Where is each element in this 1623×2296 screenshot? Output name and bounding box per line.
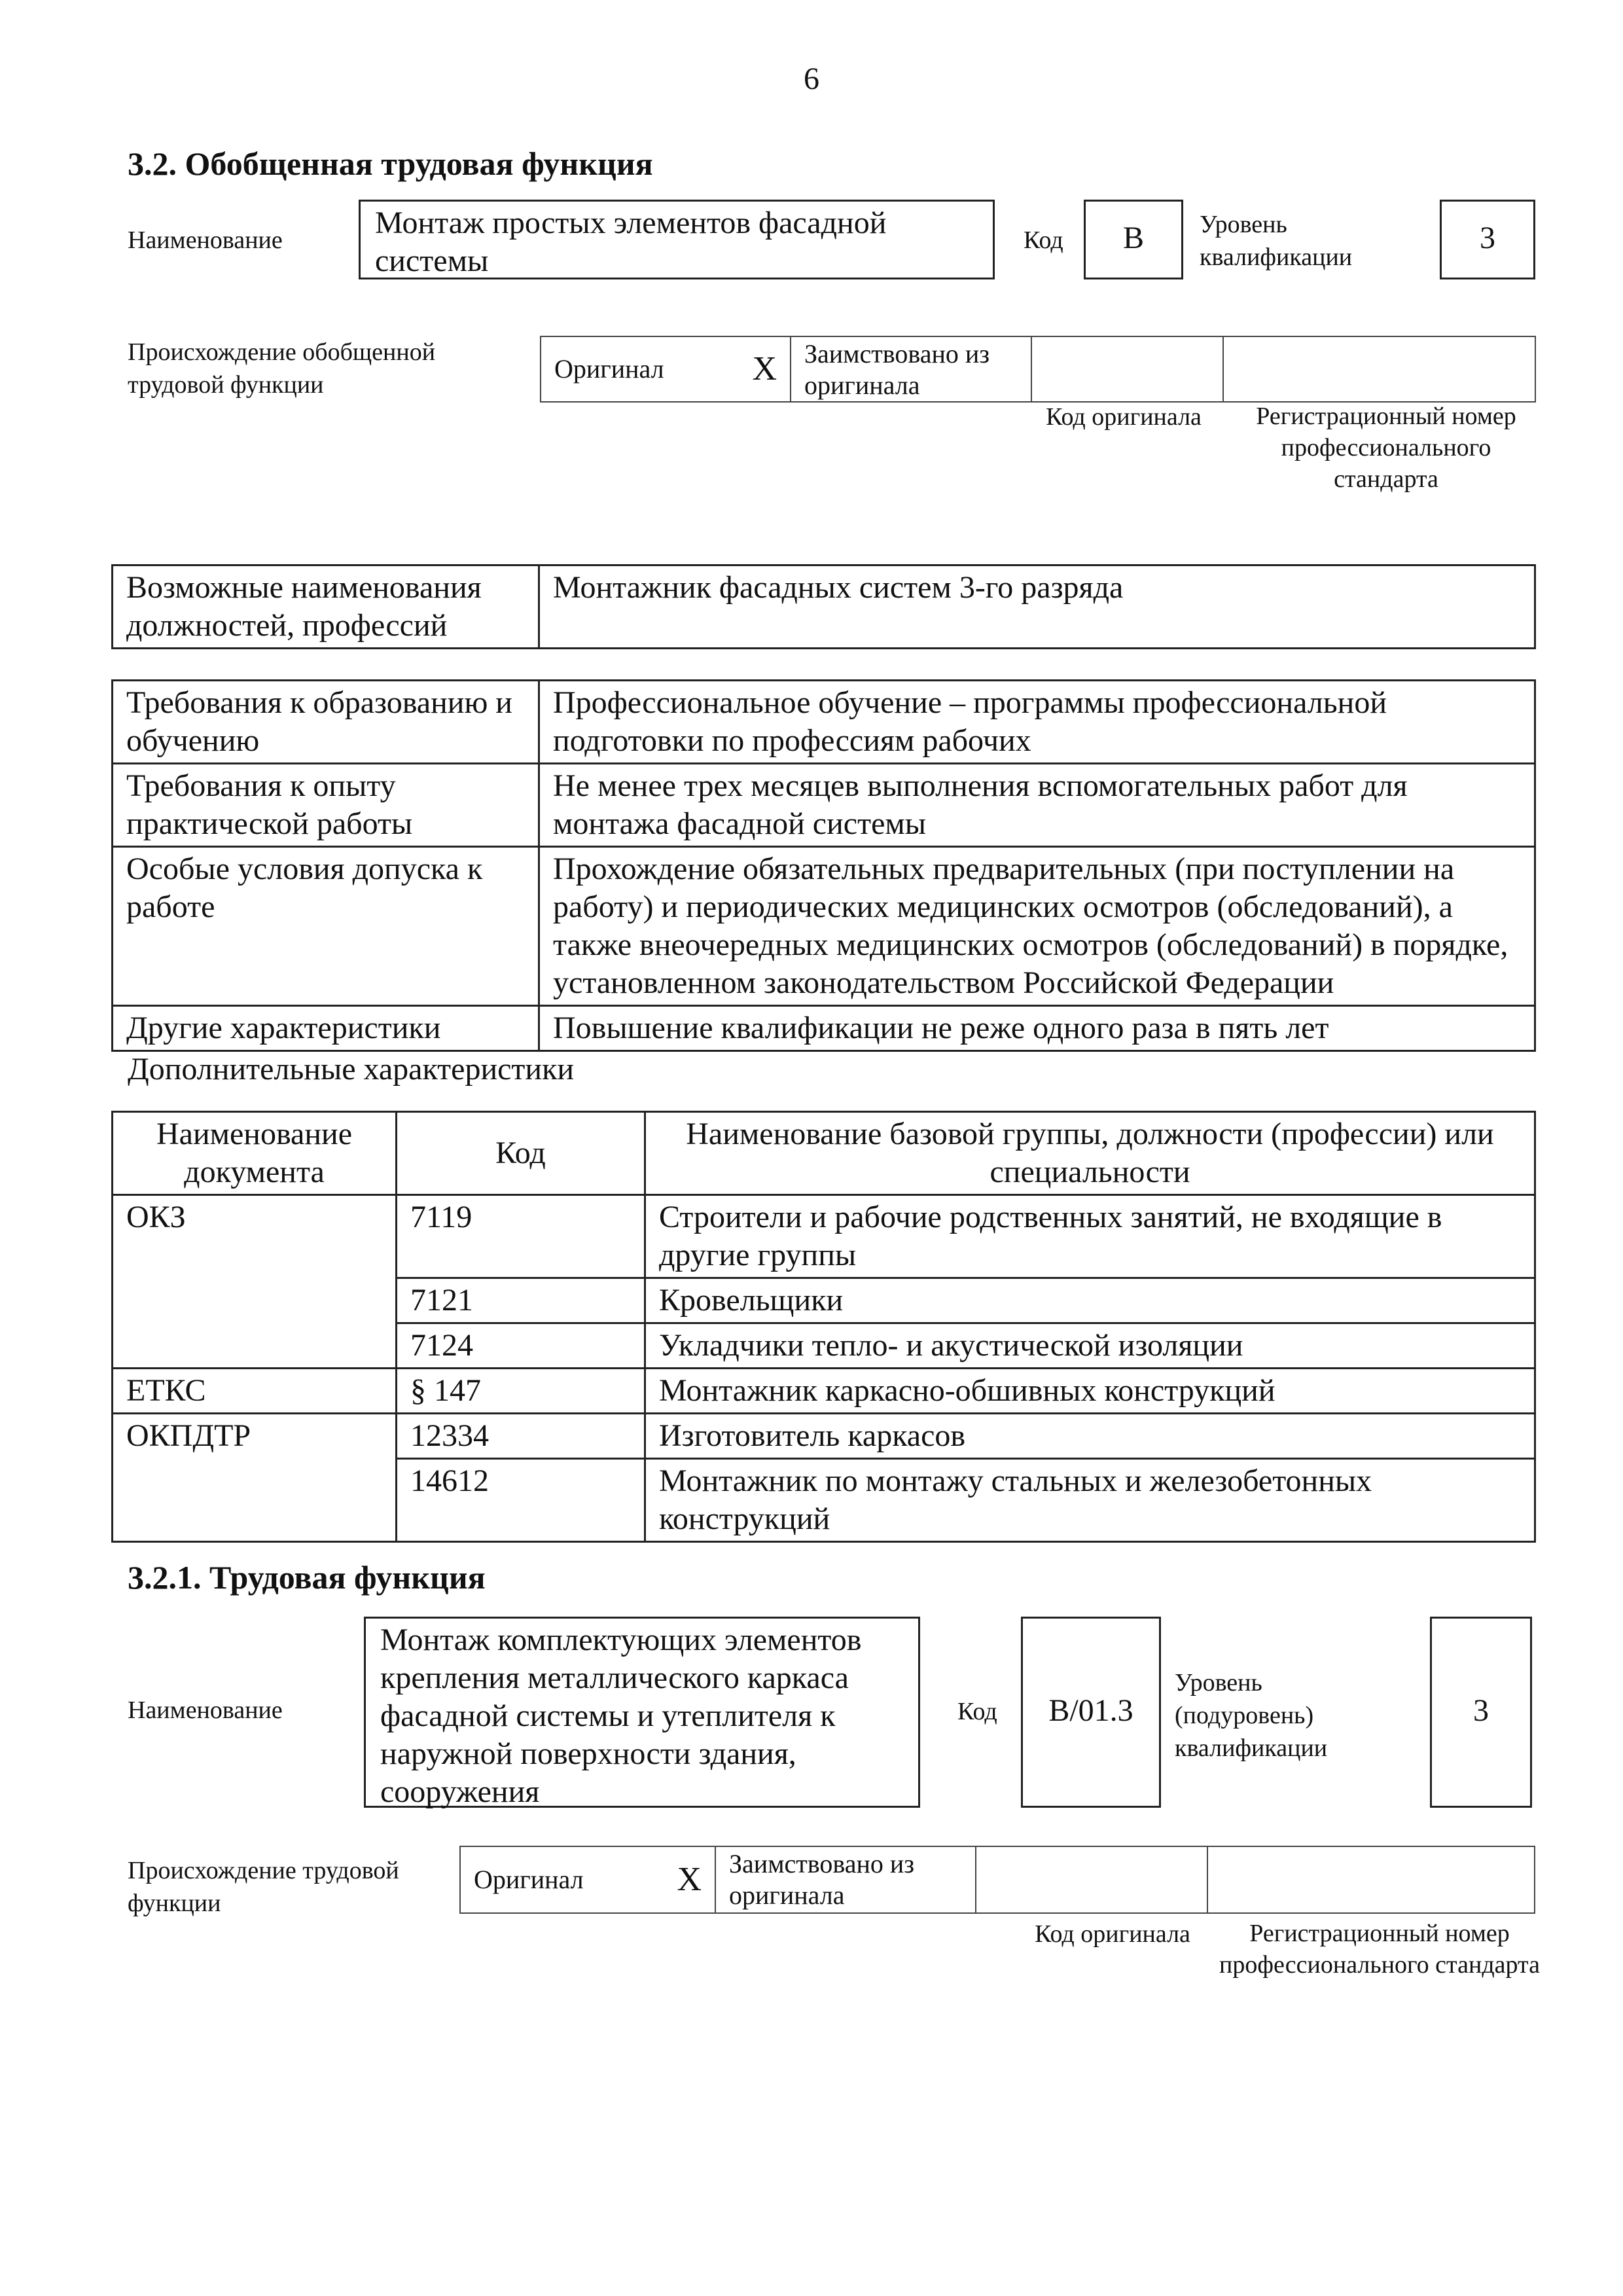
borrowed-label: Заимствовано из оригинала <box>729 1849 915 1910</box>
original-label: Оригинал <box>474 1865 584 1894</box>
borrowed-cell <box>715 1846 976 1913</box>
subsection-heading: 3.2.1. Трудовая функция <box>128 1559 486 1596</box>
origin-code-cell <box>976 1846 1207 1913</box>
code-cell: 7121 <box>397 1278 645 1323</box>
code-cell: 7119 <box>397 1195 645 1278</box>
section-heading: 3.2. Обобщенная трудовая функция <box>128 145 653 182</box>
positions-table <box>111 564 1536 649</box>
name-label: Наименование <box>128 1696 283 1724</box>
code-box <box>1084 200 1183 279</box>
name-cell: Строители и рабочие родственных занятий, не входящие в другие группы <box>645 1195 1535 1278</box>
requirement-label: Особые условия допуска к работе <box>113 847 539 1006</box>
requirement-value: Не менее трех месяцев выполнения вспомогательных работ для монтажа фасадной системы <box>539 764 1535 847</box>
table-row <box>113 1369 1535 1414</box>
name-cell: Укладчики тепло- и акустической изоляции <box>645 1323 1535 1369</box>
table-row <box>113 847 1535 1006</box>
level-label: Уровень квалификации <box>1200 211 1353 271</box>
function-name-box <box>359 200 995 279</box>
code-cell: 12334 <box>397 1414 645 1459</box>
code-box <box>1021 1617 1161 1808</box>
reg-number-cell <box>1223 336 1535 402</box>
original-cell <box>460 1846 715 1913</box>
code-cell: § 147 <box>397 1369 645 1414</box>
reg-number-caption: Регистрационный номер профессионального стандарта <box>1219 1920 1540 1979</box>
code-value: B/01.3 <box>1048 1693 1133 1728</box>
original-mark: X <box>677 1861 702 1898</box>
table-row <box>113 1006 1535 1051</box>
doc-cell: ЕТКС <box>113 1369 397 1414</box>
positions-label: Возможные наименования должностей, профессий <box>113 565 539 649</box>
origin-table <box>459 1846 1535 1914</box>
name-cell: Монтажник по монтажу стальных и железобетонных конструкций <box>645 1459 1535 1542</box>
origin-label: Происхождение трудовой функции <box>128 1857 399 1917</box>
table-row <box>113 1195 1535 1278</box>
code-value: B <box>1122 221 1144 255</box>
table-row <box>113 681 1535 764</box>
origin-code-cell <box>1031 336 1223 402</box>
origin-table <box>540 336 1536 403</box>
table-header-row <box>113 1112 1535 1195</box>
name-cell: Изготовитель каркасов <box>645 1414 1535 1459</box>
requirement-label: Другие характеристики <box>113 1006 539 1051</box>
table-row <box>113 1414 1535 1459</box>
requirement-label: Требования к опыту практической работы <box>113 764 539 847</box>
code-label: Код <box>1024 226 1063 254</box>
name-cell: Кровельщики <box>645 1278 1535 1323</box>
code-cell: 7124 <box>397 1323 645 1369</box>
table-row <box>113 764 1535 847</box>
header-document: Наименование документа <box>113 1112 397 1195</box>
borrowed-label: Заимствовано из оригинала <box>804 339 990 400</box>
level-label: Уровень (подуровень) квалификации <box>1175 1669 1328 1762</box>
original-label: Оригинал <box>554 354 664 384</box>
header-group-name: Наименование базовой группы, должности (профессии) или специальности <box>645 1112 1535 1195</box>
level-box <box>1430 1617 1532 1808</box>
reg-number-caption: Регистрационный номер профессионального стандарта <box>1256 403 1516 493</box>
doc-cell: ОКПДТР <box>113 1414 397 1542</box>
function-name-box <box>364 1617 920 1808</box>
level-value: 3 <box>1473 1693 1489 1728</box>
borrowed-cell <box>791 336 1031 402</box>
positions-value: Монтажник фасадных систем 3-го разряда <box>539 565 1535 649</box>
code-label: Код <box>957 1698 997 1725</box>
doc-cell: ОКЗ <box>113 1195 397 1369</box>
function-name: Монтаж комплектующих элементов крепления металлического каркаса фасадной системы и утеплителя к наружной поверхности здания, сооружения <box>380 1623 862 1809</box>
origin-label: Происхождение обобщенной трудовой функции <box>128 338 436 399</box>
name-cell: Монтажник каркасно-обшивных конструкций <box>645 1369 1535 1414</box>
origin-code-caption: Код оригинала <box>1035 1920 1190 1948</box>
level-value: 3 <box>1480 221 1495 255</box>
additional-table <box>111 1111 1536 1543</box>
requirement-value: Прохождение обязательных предварительных (при поступлении на работу) и периодических медицинских осмотров (обследований), а также внеочередных медицинских осмотров (обследований) в порядке, установленном законодательством Российской Федерации <box>539 847 1535 1006</box>
additional-title: Дополнительные характеристики <box>128 1052 575 1086</box>
requirements-table <box>111 679 1536 1052</box>
requirement-value: Повышение квалификации не реже одного раза в пять лет <box>539 1006 1535 1051</box>
function-name: Монтаж простых элементов фасадной системы <box>375 206 887 278</box>
origin-code-caption: Код оригинала <box>1046 403 1202 431</box>
original-mark: X <box>752 350 777 387</box>
level-box <box>1440 200 1535 279</box>
original-cell <box>541 336 791 402</box>
code-cell: 14612 <box>397 1459 645 1542</box>
name-label: Наименование <box>128 226 283 254</box>
reg-number-cell <box>1207 1846 1535 1913</box>
requirement-label: Требования к образованию и обучению <box>113 681 539 764</box>
requirement-value: Профессиональное обучение – программы профессиональной подготовки по профессиям рабочих <box>539 681 1535 764</box>
header-code: Код <box>397 1112 645 1195</box>
page-number: 6 <box>804 62 819 96</box>
